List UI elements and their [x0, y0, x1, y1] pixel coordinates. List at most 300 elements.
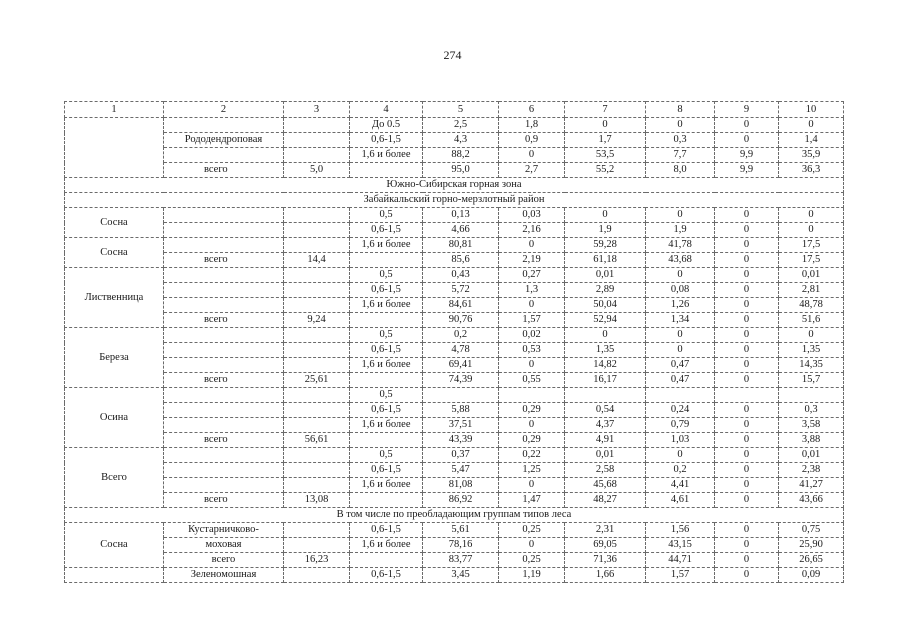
table-cell: 0,79 — [646, 418, 715, 433]
table-cell — [164, 268, 284, 283]
table-cell: 4,3 — [423, 133, 499, 148]
table-cell: 1,47 — [499, 493, 565, 508]
table-row — [65, 268, 844, 283]
table-cell: 0 — [499, 538, 565, 553]
table-cell: 0 — [715, 328, 779, 343]
table-cell: 0,6-1,5 — [350, 523, 423, 538]
table-cell: 1,6 и более — [350, 418, 423, 433]
table-cell: 0,08 — [646, 283, 715, 298]
table-row — [65, 433, 844, 448]
table-cell: 59,28 — [565, 238, 646, 253]
table-cell: 1,9 — [646, 223, 715, 238]
table-row — [65, 118, 844, 133]
table-cell: 0 — [715, 478, 779, 493]
table-cell — [164, 148, 284, 163]
table-cell — [284, 268, 350, 283]
table-cell: 1,56 — [646, 523, 715, 538]
table-cell: Всего — [65, 448, 164, 508]
table-cell: 0,6-1,5 — [350, 463, 423, 478]
table-row — [65, 238, 844, 253]
column-header: 3 — [284, 102, 350, 118]
table-cell: 0,9 — [499, 133, 565, 148]
table-row — [65, 538, 844, 553]
table-cell: Рододендроповая — [164, 133, 284, 148]
table-cell: 5,47 — [423, 463, 499, 478]
table-cell: 0 — [715, 343, 779, 358]
table-cell: 0 — [715, 418, 779, 433]
table-cell — [284, 358, 350, 373]
table-cell: 4,78 — [423, 343, 499, 358]
table-cell: 78,16 — [423, 538, 499, 553]
table-cell: Осина — [65, 388, 164, 448]
table-cell: 74,39 — [423, 373, 499, 388]
table-cell: 1,8 — [499, 118, 565, 133]
table-row — [65, 418, 844, 433]
table-cell — [164, 418, 284, 433]
table-cell: 80,81 — [423, 238, 499, 253]
table-cell: 0 — [715, 493, 779, 508]
table-row — [65, 523, 844, 538]
table-cell: 52,94 — [565, 313, 646, 328]
table-cell — [499, 388, 565, 403]
table-cell: 2,16 — [499, 223, 565, 238]
table-cell: моховая — [164, 538, 284, 553]
table-cell: 43,68 — [646, 253, 715, 268]
table-cell: 0,54 — [565, 403, 646, 418]
table-cell — [164, 343, 284, 358]
table-cell: 3,88 — [779, 433, 844, 448]
table-cell: 50,04 — [565, 298, 646, 313]
table-cell: Кустарничково- — [164, 523, 284, 538]
table-cell: 0,55 — [499, 373, 565, 388]
table-cell: 1,6 и более — [350, 298, 423, 313]
table-cell: 37,51 — [423, 418, 499, 433]
table-cell: 0 — [715, 433, 779, 448]
table-cell: 9,24 — [284, 313, 350, 328]
table-cell — [284, 388, 350, 403]
table-cell: 2,19 — [499, 253, 565, 268]
table-cell — [284, 568, 350, 583]
table-cell: 0,27 — [499, 268, 565, 283]
table-cell: 0 — [779, 328, 844, 343]
table-cell: 0,53 — [499, 343, 565, 358]
table-cell — [284, 478, 350, 493]
table-row — [65, 193, 844, 208]
table-cell: 0 — [646, 328, 715, 343]
table-cell — [423, 388, 499, 403]
table-cell: 0,75 — [779, 523, 844, 538]
table-cell — [284, 223, 350, 238]
table-cell: 16,23 — [284, 553, 350, 568]
table-cell: 0 — [779, 208, 844, 223]
table-cell: 0 — [779, 223, 844, 238]
table-cell: 4,41 — [646, 478, 715, 493]
table-cell: 0,47 — [646, 358, 715, 373]
table-cell: 17,5 — [779, 238, 844, 253]
table-cell — [350, 313, 423, 328]
table-cell: 0,02 — [499, 328, 565, 343]
table-cell: 0 — [715, 523, 779, 538]
table-cell — [164, 448, 284, 463]
table-cell: 0 — [499, 148, 565, 163]
table-cell — [284, 448, 350, 463]
table-cell: Сосна — [65, 208, 164, 238]
table-cell: 0 — [715, 553, 779, 568]
column-header: 7 — [565, 102, 646, 118]
table-cell: 44,71 — [646, 553, 715, 568]
table-cell — [284, 208, 350, 223]
table-cell: 48,78 — [779, 298, 844, 313]
table-cell: 1,6 и более — [350, 538, 423, 553]
table-cell: 0,5 — [350, 388, 423, 403]
table-cell — [284, 418, 350, 433]
table-cell: 3,45 — [423, 568, 499, 583]
table-cell: 0,6-1,5 — [350, 133, 423, 148]
table-cell: 0 — [499, 358, 565, 373]
table-cell: 4,91 — [565, 433, 646, 448]
table-cell: 14,82 — [565, 358, 646, 373]
table-cell: 1,66 — [565, 568, 646, 583]
table-cell: 0 — [715, 463, 779, 478]
table-row — [65, 283, 844, 298]
table-cell: 0 — [499, 298, 565, 313]
table-row — [65, 298, 844, 313]
table-cell: 0 — [565, 328, 646, 343]
table-cell: 0 — [715, 298, 779, 313]
table-cell — [164, 238, 284, 253]
table-row — [65, 148, 844, 163]
table-cell — [284, 538, 350, 553]
table-cell: Сосна — [65, 523, 164, 568]
table-cell: 0,6-1,5 — [350, 283, 423, 298]
table-cell: Сосна — [65, 238, 164, 268]
table-cell — [164, 208, 284, 223]
table-row — [65, 358, 844, 373]
table-cell: 13,08 — [284, 493, 350, 508]
table-row — [65, 553, 844, 568]
table-row — [65, 463, 844, 478]
table-row — [65, 328, 844, 343]
table-cell: 0 — [715, 568, 779, 583]
table-cell: 85,6 — [423, 253, 499, 268]
table-cell: 95,0 — [423, 163, 499, 178]
table-cell: 7,7 — [646, 148, 715, 163]
table-row — [65, 313, 844, 328]
table-cell — [350, 433, 423, 448]
table-cell: 0,2 — [646, 463, 715, 478]
forest-data-table — [64, 101, 844, 583]
table-cell: 0 — [646, 448, 715, 463]
table-cell — [565, 388, 646, 403]
table-cell: 3,58 — [779, 418, 844, 433]
table-cell: 0 — [646, 343, 715, 358]
table-row — [65, 478, 844, 493]
table-cell: 55,2 — [565, 163, 646, 178]
table-cell — [284, 238, 350, 253]
table-cell: 88,2 — [423, 148, 499, 163]
table-cell — [284, 328, 350, 343]
table-cell — [164, 298, 284, 313]
table-cell: 0 — [715, 448, 779, 463]
header-row — [65, 102, 844, 118]
table-cell: 0,01 — [779, 268, 844, 283]
table-row — [65, 373, 844, 388]
table-cell: 9,9 — [715, 148, 779, 163]
table-cell: 25,61 — [284, 373, 350, 388]
table-row — [65, 508, 844, 523]
table-cell: 0 — [565, 118, 646, 133]
table-cell: всего — [164, 493, 284, 508]
table-cell: всего — [164, 553, 284, 568]
table-cell: 0 — [715, 313, 779, 328]
table-row — [65, 178, 844, 193]
table-cell: 0 — [499, 238, 565, 253]
table-cell: 0 — [715, 238, 779, 253]
table-cell — [164, 328, 284, 343]
table-cell: 1,25 — [499, 463, 565, 478]
table-cell: 5,0 — [284, 163, 350, 178]
table-cell: 0 — [715, 253, 779, 268]
table-cell: 56,61 — [284, 433, 350, 448]
table-cell: 0 — [646, 208, 715, 223]
table-cell: 1,26 — [646, 298, 715, 313]
table-cell — [164, 388, 284, 403]
table-cell — [715, 388, 779, 403]
table-row — [65, 253, 844, 268]
table-cell: 1,3 — [499, 283, 565, 298]
table-cell: 5,88 — [423, 403, 499, 418]
table-cell: 5,61 — [423, 523, 499, 538]
table-cell — [350, 253, 423, 268]
table-cell: 0,2 — [423, 328, 499, 343]
table-cell: 1,35 — [565, 343, 646, 358]
table-cell: 43,39 — [423, 433, 499, 448]
table-cell: 1,6 и более — [350, 238, 423, 253]
column-header: 1 — [65, 102, 164, 118]
table-cell: всего — [164, 313, 284, 328]
table-cell: 17,5 — [779, 253, 844, 268]
table-cell — [350, 553, 423, 568]
column-header: 5 — [423, 102, 499, 118]
table-row — [65, 133, 844, 148]
table-cell: 41,78 — [646, 238, 715, 253]
table-cell: 0 — [565, 208, 646, 223]
table-cell — [350, 163, 423, 178]
table-cell — [164, 283, 284, 298]
table-cell: 83,77 — [423, 553, 499, 568]
table-cell: 51,6 — [779, 313, 844, 328]
table-cell: 2,5 — [423, 118, 499, 133]
table-cell: 26,65 — [779, 553, 844, 568]
table-cell: 69,05 — [565, 538, 646, 553]
table-cell — [284, 298, 350, 313]
table-cell: 0,43 — [423, 268, 499, 283]
table-cell: 0 — [715, 268, 779, 283]
table-cell: 0 — [779, 118, 844, 133]
table-cell: 0,13 — [423, 208, 499, 223]
table-cell: 0,3 — [779, 403, 844, 418]
table-cell: 1,03 — [646, 433, 715, 448]
table-cell: 0 — [715, 133, 779, 148]
table-cell: Южно-Сибирская горная зона — [65, 178, 844, 193]
table-body — [65, 118, 844, 583]
table-cell: 81,08 — [423, 478, 499, 493]
table-cell: 0,3 — [646, 133, 715, 148]
table-cell: 48,27 — [565, 493, 646, 508]
table-cell: 0 — [715, 118, 779, 133]
table-cell: 0 — [715, 283, 779, 298]
table-cell: 61,18 — [565, 253, 646, 268]
table-cell: 0,01 — [565, 448, 646, 463]
table-cell: Береза — [65, 328, 164, 388]
table-cell: 1,35 — [779, 343, 844, 358]
page-number: 274 — [443, 48, 462, 62]
table-cell — [164, 478, 284, 493]
table-cell: 1,57 — [499, 313, 565, 328]
table-cell: До 0.5 — [350, 118, 423, 133]
table-cell: 0,6-1,5 — [350, 223, 423, 238]
table-cell: 1,4 — [779, 133, 844, 148]
table-cell: 36,3 — [779, 163, 844, 178]
table-cell — [164, 223, 284, 238]
table-cell — [284, 463, 350, 478]
table-cell: 0 — [499, 478, 565, 493]
table-cell: 0,24 — [646, 403, 715, 418]
table-cell: 0 — [715, 223, 779, 238]
table-cell: 9,9 — [715, 163, 779, 178]
table-cell: 2,58 — [565, 463, 646, 478]
table-cell: 14,35 — [779, 358, 844, 373]
table-cell: 1,7 — [565, 133, 646, 148]
table-cell: 0,5 — [350, 268, 423, 283]
table-cell: 86,92 — [423, 493, 499, 508]
table-cell — [284, 118, 350, 133]
table-row — [65, 163, 844, 178]
table-row — [65, 403, 844, 418]
table-cell: 2,7 — [499, 163, 565, 178]
table-cell: В том числе по преобладающим группам типов леса — [65, 508, 844, 523]
table-cell — [164, 118, 284, 133]
table-cell: 0,5 — [350, 328, 423, 343]
table-cell: 1,19 — [499, 568, 565, 583]
table-cell: 1,57 — [646, 568, 715, 583]
table-cell — [65, 568, 164, 583]
table-row — [65, 343, 844, 358]
table-cell: 0 — [715, 208, 779, 223]
table-cell: Лиственница — [65, 268, 164, 328]
table-cell: 69,41 — [423, 358, 499, 373]
table-cell: 1,6 и более — [350, 358, 423, 373]
table-cell — [284, 523, 350, 538]
table-cell: 0 — [715, 358, 779, 373]
table-cell: 0,47 — [646, 373, 715, 388]
table-cell — [65, 118, 164, 178]
table-cell: 0,22 — [499, 448, 565, 463]
table-cell: 1,9 — [565, 223, 646, 238]
column-header: 2 — [164, 102, 284, 118]
table-cell: 0,5 — [350, 448, 423, 463]
table-cell: всего — [164, 373, 284, 388]
table-cell: 43,66 — [779, 493, 844, 508]
table-row — [65, 568, 844, 583]
table-cell: 0,01 — [779, 448, 844, 463]
table-cell: всего — [164, 433, 284, 448]
column-header: 4 — [350, 102, 423, 118]
table-cell: 4,61 — [646, 493, 715, 508]
table-cell: 2,81 — [779, 283, 844, 298]
table-cell: 0,25 — [499, 553, 565, 568]
table-cell — [284, 133, 350, 148]
table-cell: 0,01 — [565, 268, 646, 283]
table-row — [65, 223, 844, 238]
table-cell: 0,29 — [499, 433, 565, 448]
table-row — [65, 448, 844, 463]
table-cell: 0,09 — [779, 568, 844, 583]
table-cell: 1,6 и более — [350, 478, 423, 493]
table-cell: 53,5 — [565, 148, 646, 163]
column-header: 8 — [646, 102, 715, 118]
table-cell — [646, 388, 715, 403]
table-cell — [164, 403, 284, 418]
table-cell: всего — [164, 163, 284, 178]
table-cell: 0 — [646, 268, 715, 283]
table-cell — [164, 358, 284, 373]
table-cell: 0 — [715, 403, 779, 418]
table-cell: 43,15 — [646, 538, 715, 553]
table-cell: 35,9 — [779, 148, 844, 163]
table-cell: 90,76 — [423, 313, 499, 328]
table-cell — [779, 388, 844, 403]
table-cell: Зеленомошная — [164, 568, 284, 583]
table-cell: 5,72 — [423, 283, 499, 298]
table-cell — [350, 373, 423, 388]
table-cell: 0,29 — [499, 403, 565, 418]
table-row — [65, 388, 844, 403]
column-header: 10 — [779, 102, 844, 118]
table-cell: 25,90 — [779, 538, 844, 553]
table-cell: 4,66 — [423, 223, 499, 238]
table-cell: 0,37 — [423, 448, 499, 463]
table-cell: 0,25 — [499, 523, 565, 538]
table-cell: 45,68 — [565, 478, 646, 493]
table-cell: 8,0 — [646, 163, 715, 178]
table-cell: всего — [164, 253, 284, 268]
table-cell — [284, 148, 350, 163]
table-cell: 0 — [715, 538, 779, 553]
table-cell — [284, 343, 350, 358]
table-cell: 2,31 — [565, 523, 646, 538]
table-cell: 4,37 — [565, 418, 646, 433]
table-cell: 0,6-1,5 — [350, 568, 423, 583]
table-cell: 0,03 — [499, 208, 565, 223]
table-cell: 2,38 — [779, 463, 844, 478]
table-cell: Забайкальский горно-мерзлотный район — [65, 193, 844, 208]
table-cell: 0 — [715, 373, 779, 388]
table-cell: 71,36 — [565, 553, 646, 568]
column-header: 6 — [499, 102, 565, 118]
table-cell: 0,6-1,5 — [350, 343, 423, 358]
table-cell: 0,5 — [350, 208, 423, 223]
table-cell: 2,89 — [565, 283, 646, 298]
table-cell: 1,6 и более — [350, 148, 423, 163]
table-cell: 1,34 — [646, 313, 715, 328]
column-header: 9 — [715, 102, 779, 118]
table-cell — [284, 403, 350, 418]
table-cell: 0 — [499, 418, 565, 433]
table-cell: 0 — [646, 118, 715, 133]
table-cell: 41,27 — [779, 478, 844, 493]
table-cell: 14,4 — [284, 253, 350, 268]
